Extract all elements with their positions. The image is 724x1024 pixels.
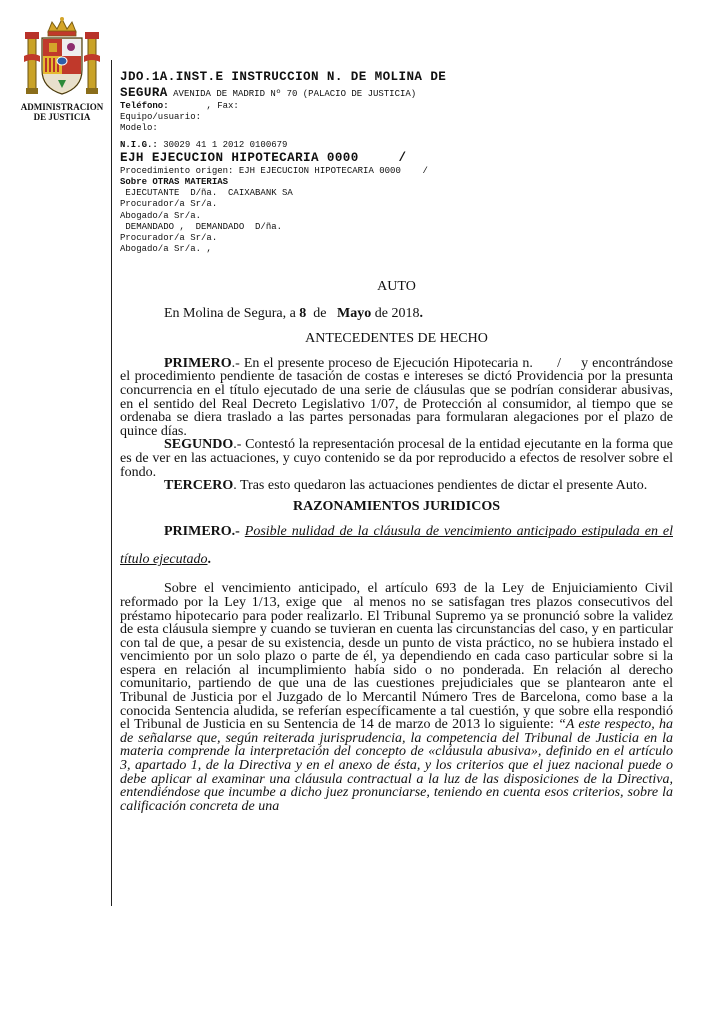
razonamientos-primero-title [120,518,673,574]
razonamientos-paragraph [120,581,677,814]
antecedentes-tercero [120,479,673,493]
segundo-text: .- Contestó la representación procesal de la entidad ejecutante en la forma que es de ver en las actuaciones, y cuyo contenido se da por reproducido a efectos de resolver sobre el fondo. [120,437,673,480]
antecedentes-heading: ANTECEDENTES DE HECHO [305,331,488,347]
date-suffix: de 2018 [371,305,420,321]
equipo-line: Equipo/usuario: [120,112,202,123]
sobre-line: Sobre OTRAS MATERIAS [120,177,229,188]
auto-title: AUTO [377,279,416,294]
primero-label: PRIMERO [164,355,232,371]
date-prefix: En Molina de Segura, a [164,305,300,321]
procurador-1: Procurador/a Sr/a. [120,199,218,210]
nig-label: N.I.G.: [120,139,158,150]
tercero-label: TERCERO [164,478,234,494]
coat-of-arms-icon [22,16,102,100]
modelo-line: Modelo: [120,123,158,134]
court-name-line-1: JDO.1A.INST.E INSTRUCCION N. DE MOLINA DE [120,70,447,84]
razonamientos-title-dot: . [207,552,211,568]
razonamientos-heading: RAZONAMIENTOS JURIDICOS [292,498,501,514]
date-day: 8 [299,305,307,321]
ejecutante-line: EJECUTANTE D/ña. CAIXABANK SA [120,188,293,199]
date-line [120,307,673,321]
antecedentes-segundo [120,438,673,479]
logo-line-1: ADMINISTRACION [20,102,104,112]
tercero-text: . Tras esto quedaron las actuaciones pendientes de dictar el presente Auto. [233,478,648,494]
court-address: AVENIDA DE MADRID Nº 70 (PALACIO DE JUSTICIA) [167,89,417,99]
date-mid: de [306,305,338,321]
date-dot: . [419,305,423,321]
abogado-1: Abogado/a Sr/a. [120,210,202,221]
nig-value: 30029 41 1 2012 0100679 [157,139,288,150]
demandado-line: DEMANDADO , DEMANDADO D/ña. [120,221,283,232]
segundo-label: SEGUNDO [164,437,234,453]
procedimiento-origen: Procedimiento origen: EJH EJECUCION HIPOTECARIA 0000 / [120,165,428,176]
razonamientos-primero-heading: Posible nulidad de la cláusula de vencimiento anticipado estipulada en el título ejecutado [120,524,673,568]
date-month: Mayo [337,305,372,321]
antecedentes-primero [120,355,677,439]
court-name-line-2: SEGURA [120,86,168,100]
nig-line [120,140,690,151]
procurador-2: Procurador/a Sr/a. [120,233,218,244]
primero-text: .- En el presente proceso de Ejecución Hipotecaria n. / y encontrándose el procedimiento pendiente de tasación de costas e intereses se dictó Providencia por la presunta concurrencia en el título ejecutado de una serie de cláusulas que se podrían considerar abusivas, en el sentido del Real Decreto Legislativo 1/07, de Protección al consumidor, al tiempo que se ordenaba se diera traslado a las partes personadas para formularan alegaciones por el plazo de quince días. [120,355,677,439]
razonamientos-primero-label: PRIMERO.- [164,524,245,540]
abogado-2: Abogado/a Sr/a. , [120,244,212,255]
telefono-line [120,101,690,112]
margin-line [111,60,112,906]
court-address-line [120,85,690,101]
fax-label: , Fax: [168,101,239,111]
tribunal-quote: “A este respecto, ha de señalarse que, según reiterada jurisprudencia, la competencia del Tribunal de Justicia en la materia comprende la interpretación del concepto de «cláusula abusiva», definido en el artículo 3, apartado 1, de la Directiva y en el anexo de ésta, y los criterios que el juez nacional puede o debe aplicar al examinar una cláusula contractual a la luz de las disposiciones de la Directiva, entendiéndose que incumbe a dicho juez pronunciarse, teniendo en cuenta esos criterios, sobre la calificación concreta de una [120,717,673,814]
telefono-label: Teléfono: [120,101,169,111]
logo-line-2: DE JUSTICIA [33,112,91,122]
case-title: EJH EJECUCION HIPOTECARIA 0000 / [120,150,407,165]
coat-of-arms-logo [16,16,108,122]
case-header [120,69,690,255]
document-body [120,279,677,814]
razonamientos-paragraph-text: Sobre el vencimiento anticipado, el artículo 693 de la Ley de Enjuiciamiento Civil reformado por la Ley 1/13, exige que al menos no se satisfagan tres plazos consecutivos del préstamo hipotecario para poder realizarlo. El Tribunal Supremo ya se pronunció sobre la validez de esta cláusula siempre y cuando se tuvieran en cuenta las circunstancias del caso, y en particular con tal de que, a pesar de su existencia, desde un punto de vista práctico, no se hubiera instado el vencimiento por un solo plazo o parte de él, ya dependiendo en cada caso particular sobre si la espera en relación al incumplimiento había sido o no ponderada. En relación al derecho comunitario, partiendo de que una de las cuestiones prejudiciales que se plantearon ante el Tribunal de Justicia por el Juzgado de lo Mercantil Número Tres de Barcelona, como base a la conocida Sentencia aludida, se referían específicamente a tal cuestión, y que sobre ella respondió el Tribunal de Justicia en su Sentencia de 14 de marzo de 2013 lo siguiente: [120,581,677,733]
